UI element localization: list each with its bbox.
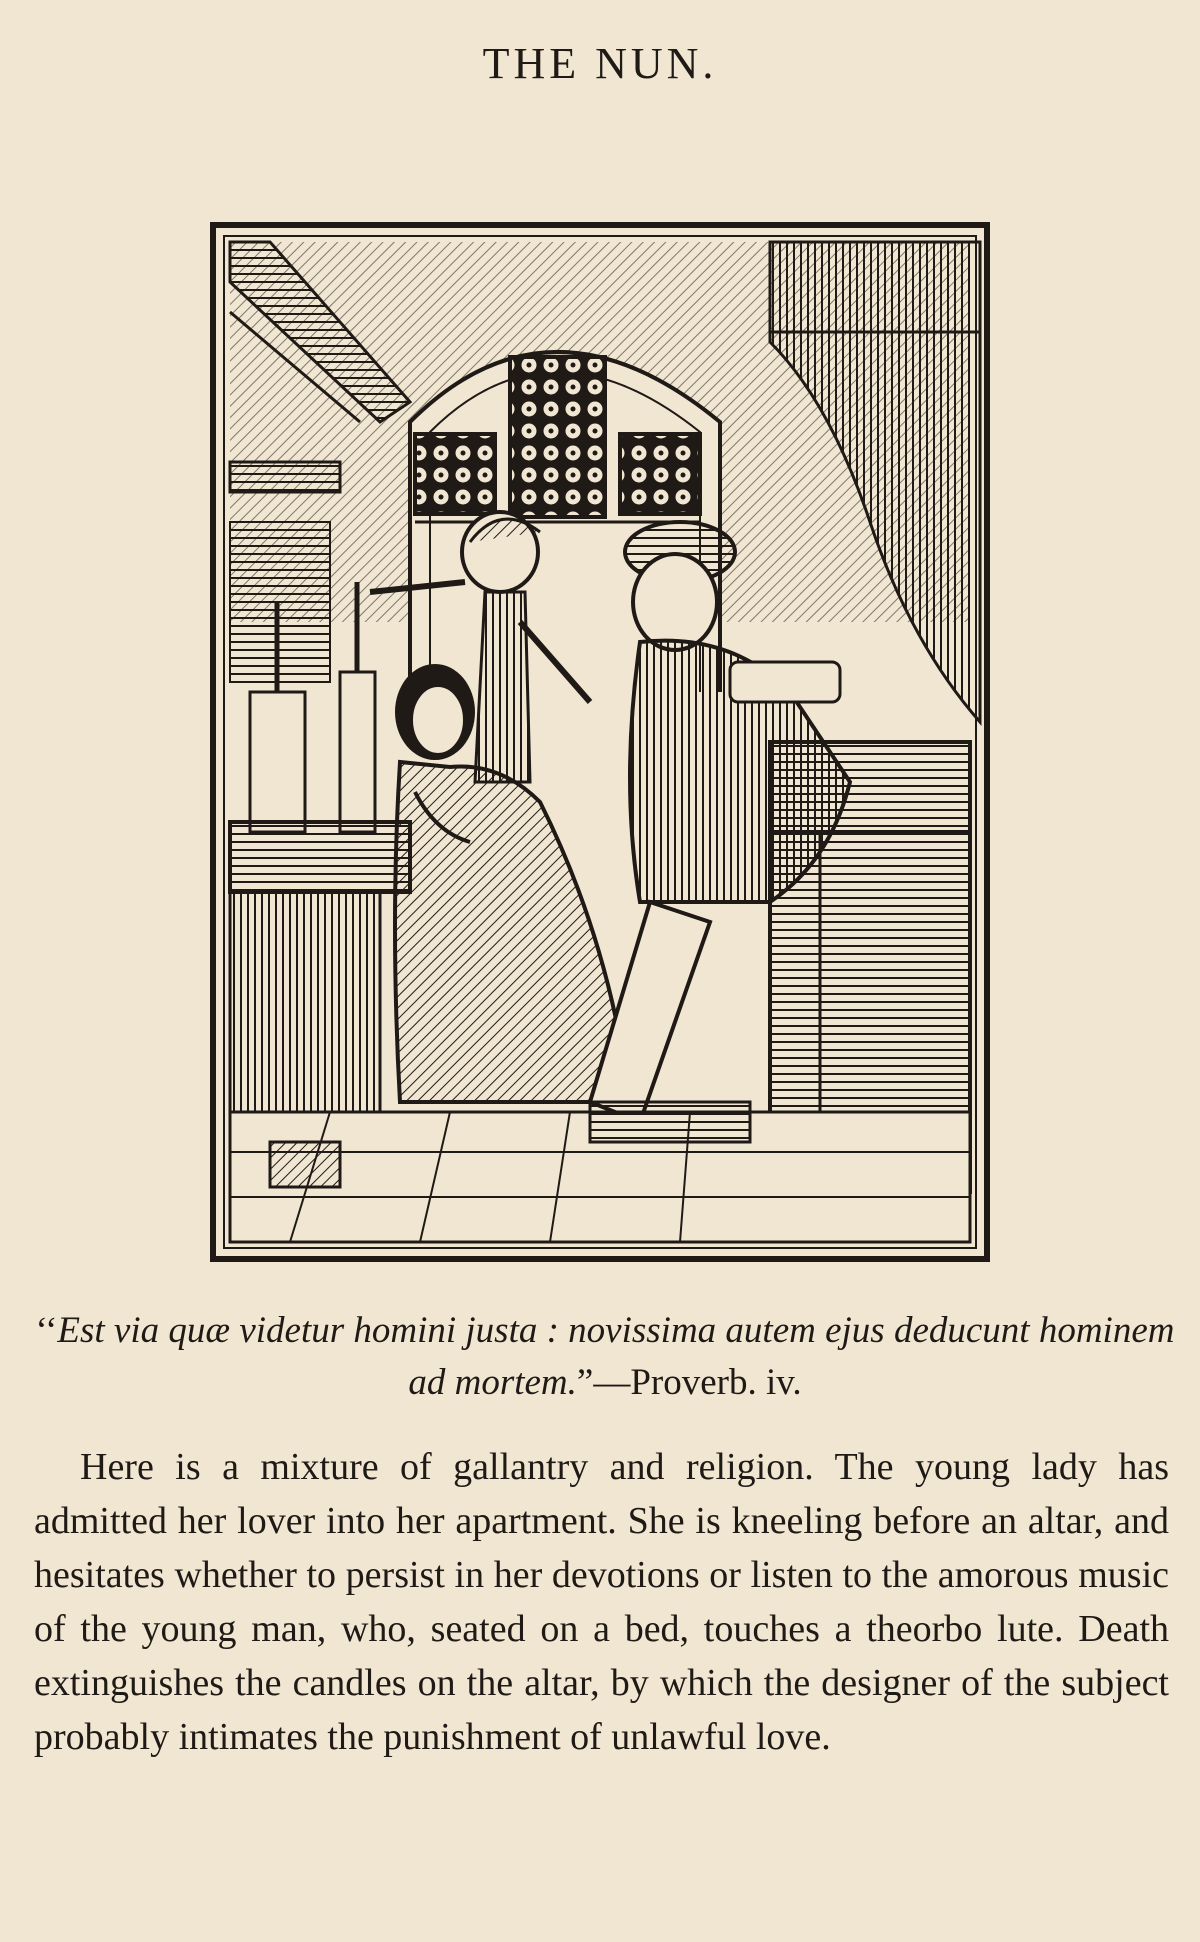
woodcut-image: [210, 222, 990, 1262]
caption-reference: —Proverb. iv.: [593, 1362, 802, 1403]
latin-caption: [35, 1305, 1175, 1409]
woodcut-illustration: [210, 222, 990, 1262]
caption-latin-text: Est via quæ videtur homini justa : novissima autem ejus deducunt hominem ad mortem.: [57, 1310, 1175, 1403]
page-title: THE NUN.: [482, 39, 718, 88]
caption-close-quote: ”: [576, 1362, 594, 1403]
body-paragraph: Here is a mixture of gallantry and religion. The young lady has admitted her lover into her apartment. She is kneeling before an altar, and hesitates whether to persist in her devotions or listen to the amorous music of the young man, who, seated on a bed, touches a theorbo lute. Death extinguishes the candles on the altar, by which the designer of the subject probably intimates the punishment of unlawful love.: [34, 1446, 1169, 1758]
caption-open-quote: ‘‘: [35, 1310, 58, 1351]
